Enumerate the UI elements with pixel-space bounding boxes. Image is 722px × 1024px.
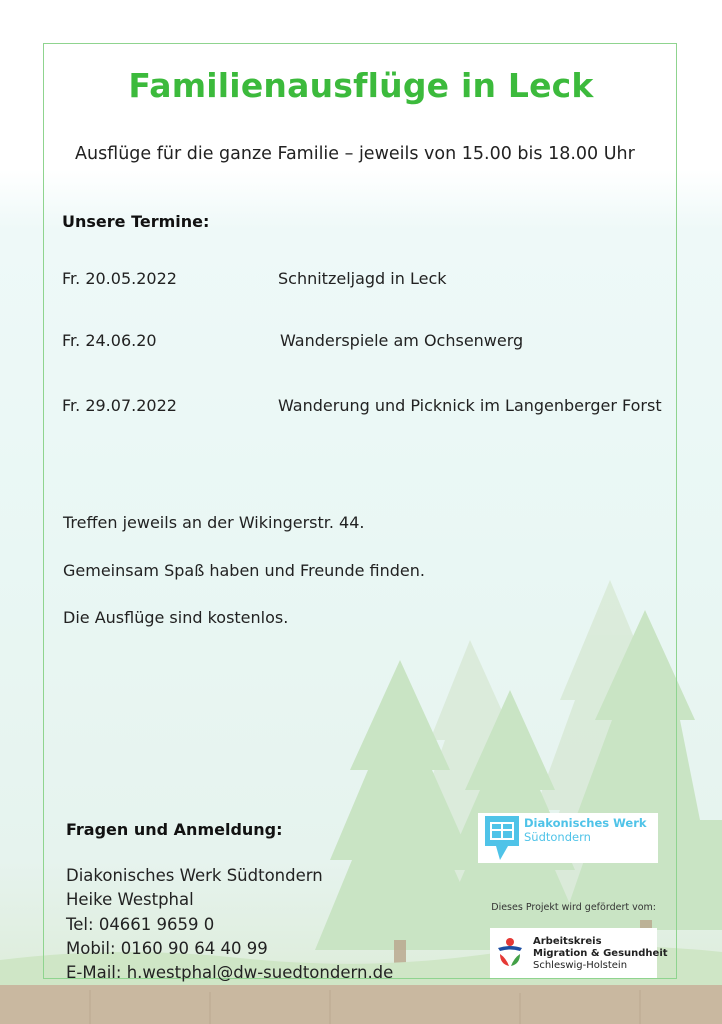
dw-logo-line2: Südtondern: [524, 830, 591, 844]
contact-heading: Fragen und Anmeldung:: [66, 820, 283, 839]
diakonisches-werk-logo: [478, 813, 658, 863]
diakonie-icon: [484, 815, 520, 861]
contact-person: Heike Westphal: [66, 890, 194, 910]
schedule-event: Schnitzeljagd in Leck: [278, 269, 447, 288]
page-title: Familienausflüge in Leck: [128, 66, 594, 105]
contact-mobile: Mobil: 0160 90 64 40 99: [66, 938, 268, 958]
contact-email[interactable]: E-Mail: h.westphal@dw-suedtondern.de: [66, 963, 394, 983]
funding-note: Dieses Projekt wird gefördert vom:: [491, 902, 656, 913]
arbeitskreis-logo: [490, 928, 668, 978]
contact-phone: Tel: 04661 9659 0: [66, 914, 215, 934]
ak-logo-line2: Migration & Gesundheit: [533, 948, 668, 959]
contact-block: [66, 864, 393, 985]
schedule-date: Fr. 29.07.2022: [62, 396, 177, 415]
schedule-date: Fr. 20.05.2022: [62, 269, 177, 288]
schedule-date: Fr. 24.06.20: [62, 331, 157, 350]
info-line: Treffen jeweils an der Wikingerstr. 44.: [63, 513, 365, 532]
info-line: Die Ausflüge sind kostenlos.: [63, 608, 289, 627]
schedule-event: Wanderung und Picknick im Langenberger Forst: [278, 396, 662, 415]
ak-logo-line3: Schleswig-Holstein: [533, 960, 628, 971]
contact-org: Diakonisches Werk Südtondern: [66, 866, 323, 885]
schedule-heading: Unsere Termine:: [62, 212, 210, 231]
ak-logo-line1: Arbeitskreis: [533, 936, 602, 947]
dw-logo-line1: Diakonisches Werk: [524, 816, 647, 830]
subtitle: Ausflüge für die ganze Familie – jeweils von 15.00 bis 18.00 Uhr: [75, 144, 635, 164]
arbeitskreis-icon: [494, 936, 526, 968]
schedule-event: Wanderspiele am Ochsenwerg: [280, 331, 524, 350]
info-line: Gemeinsam Spaß haben und Freunde finden.: [63, 561, 425, 580]
